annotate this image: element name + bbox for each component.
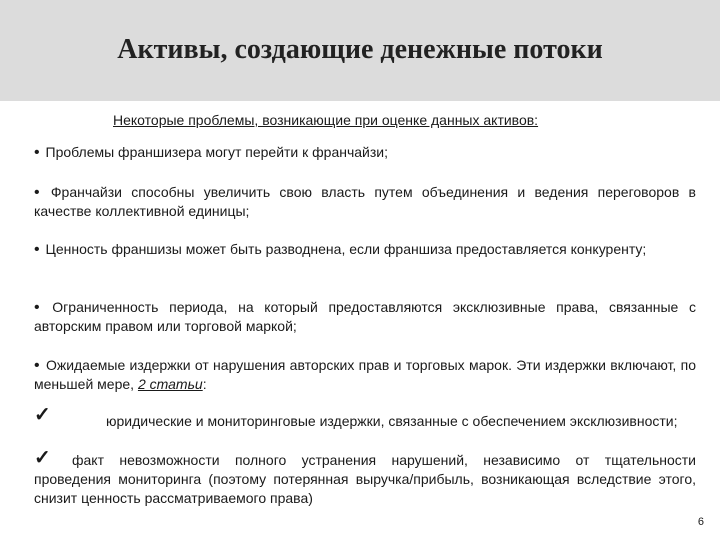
list-item-emphasis: 2 статьи — [137, 376, 203, 392]
check-icon: ✓ — [34, 404, 51, 426]
bullet-icon: • — [34, 357, 40, 374]
list-item — [34, 183, 696, 221]
slide-title: Активы, создающие денежные потоки — [117, 34, 603, 65]
list-item-text: Проблемы франшизера могут перейти к франчайзи; — [45, 144, 389, 160]
bullet-icon: • — [34, 299, 40, 316]
list-item-text: Ограниченность периода, на который предоставляются эксклюзивные права, связанные с авторским правом или торговой маркой; — [34, 299, 697, 334]
list-item — [34, 298, 696, 336]
list-item-text: Франчайзи способны увеличить свою власть путем объединения и ведения переговоров в качестве коллективной единицы; — [34, 184, 696, 219]
bullet-icon: • — [34, 241, 40, 258]
list-item-text: Ожидаемые издержки от нарушения авторских прав и торговых марок. Эти издержки включают, по меньшей мере, — [34, 357, 696, 392]
check-icon: ✓ — [34, 447, 51, 469]
slide-subtitle: Некоторые проблемы, возникающие при оценке данных активов: — [113, 112, 539, 128]
list-item — [34, 240, 696, 259]
list-item-text: Ценность франшизы может быть разводнена, если франшиза предоставляется конкуренту; — [45, 241, 647, 257]
check-item-text: юридические и мониторинговые издержки, связанные с обеспечением эксклюзивности; — [106, 413, 678, 429]
page-number: 6 — [697, 516, 704, 528]
list-item — [34, 143, 696, 162]
check-item-text: факт невозможности полного устранения нарушений, независимо от тщательности проведения мониторинга (поэтому потерянная выручка/прибыль, возникающая вследствие этого, снизит ценность рассматриваемого права) — [34, 452, 696, 506]
bullet-icon: • — [34, 184, 40, 201]
list-item — [34, 356, 696, 394]
bullet-icon: • — [34, 144, 40, 161]
list-item-end: : — [202, 376, 207, 392]
